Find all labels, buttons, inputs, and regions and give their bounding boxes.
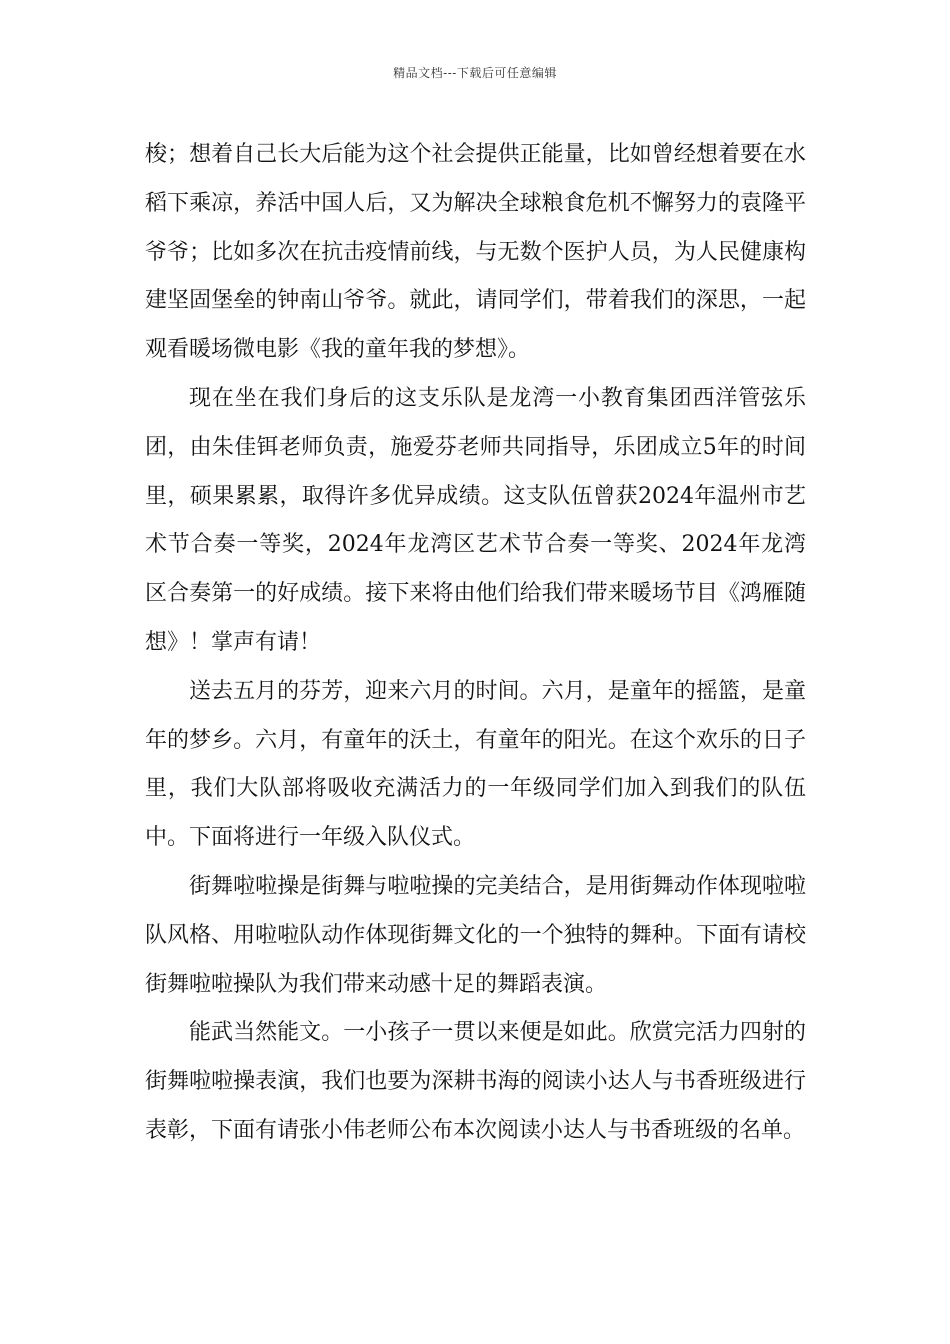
- paragraph-cheerleading: 街舞啦啦操是街舞与啦啦操的完美结合，是用街舞动作体现啦啦队风格、用啦啦队动作体现街舞文化的一个独特的舞种。下面有请校街舞啦啦操队为我们带来动感十足的舞蹈表演。: [145, 873, 806, 997]
- document-body: [145, 131, 806, 1156]
- paragraph-reading-awards: 能武当然能文。一小孩子一贯以来便是如此。欣赏完活力四射的街舞啦啦操表演，我们也要为深耕书海的阅读小达人与书香班级进行表彰，下面有请张小伟老师公布本次阅读小达人与书香班级的名单。: [145, 1020, 806, 1143]
- paragraph-orchestra: 现在坐在我们身后的这支乐队是龙湾一小教育集团西洋管弦乐团，由朱佳铒老师负责，施爱芬老师共同指导，乐团成立5年的时间里，硕果累累，取得许多优异成绩。这支队伍曾获2024年温州市艺术节合奏一等奖，2024年龙湾区艺术节合奏一等奖、2024年龙湾区合奏第一的好成绩。接下来将由他们给我们带来暖场节目《鸿雁随想》！掌声有请！: [145, 385, 806, 655]
- paragraph-continued: 梭；想着自己长大后能为这个社会提供正能量，比如曾经想着要在水稻下乘凉，养活中国人后，又为解决全球粮食危机不懈努力的袁隆平爷爷；比如多次在抗击疫情前线，与无数个医护人员，为人民健康构建坚固堡垒的钟南山爷爷。就此，请同学们，带着我们的深思，一起观看暖场微电影《我的童年我的梦想》。: [145, 142, 806, 363]
- page-header: 精品文档---下载后可任意编辑: [393, 66, 557, 80]
- paragraph-june: 送去五月的芬芳，迎来六月的时间。六月，是童年的摇篮，是童年的梦乡。六月，有童年的沃土，有童年的阳光。在这个欢乐的日子里，我们大队部将吸收充满活力的一年级同学们加入到我们的队伍中。下面将进行一年级入队仪式。: [145, 678, 806, 851]
